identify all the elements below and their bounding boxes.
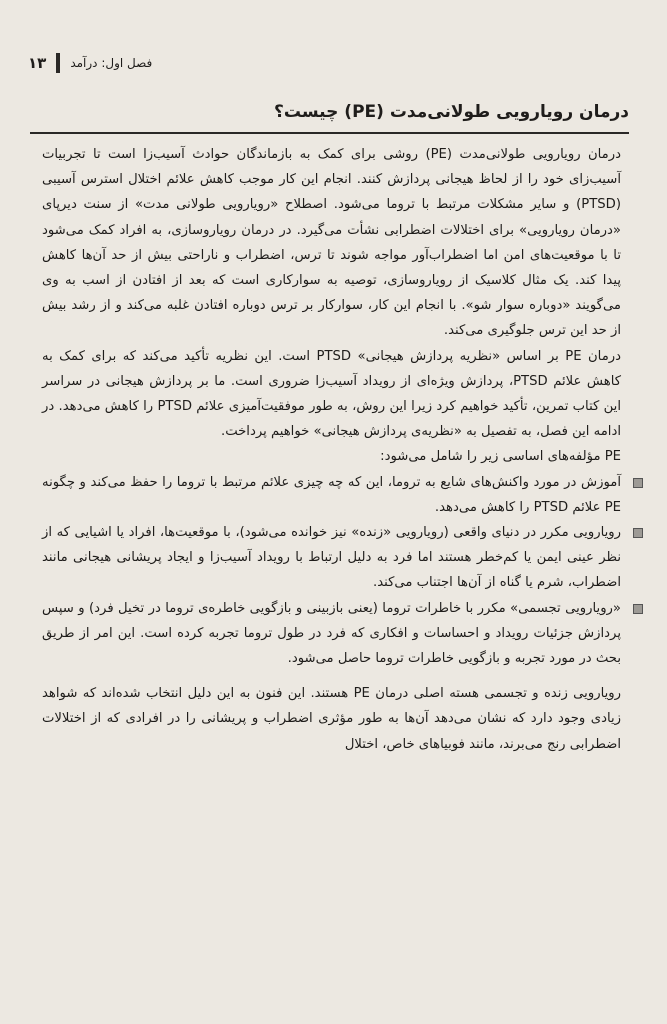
paragraph-components-lead: PE مؤلفه‌های اساسی زیر را شامل می‌شود: [380, 449, 621, 465]
chapter-label: فصل اول: درآمد [70, 56, 153, 70]
list-item [42, 470, 621, 520]
square-bullet-icon [633, 528, 643, 538]
components-list [42, 470, 621, 672]
list-item [42, 520, 621, 596]
square-bullet-icon [633, 604, 643, 614]
square-bullet-icon [633, 478, 643, 488]
paragraph-intro: درمان رویارویی طولانی‌مدت (PE) روشی برای کمک به بازماندگان حوادث آسیب‌زا است تا تجربیات آسیب‌زای خود را از لحاظ هیجانی پردازش کنند. انجام این کار موجب کاهش علائم اختلال استرس آسیبی (PTSD) و سایر مشکلات مرتبط با تروما می‌شود. اصطلاح «رویارویی طولانی مدت» از سنت دیرپای «درمان رویارویی» برای اختلالات اضطرابی نشأت می‌گیرد. در درمان رویاروسازی، به افراد کمک می‌شود تا با موقعیت‌های امن اما اضطراب‌آور مواجه شوند تا ترس، اضطراب و ناراحتی بیش از حد آن‌ها کاهش پیدا کند. یک مثال کلاسیک از رویاروسازی، توصیه به سوارکاری است که بعد از افتادن از اسب به وی می‌گویند «دوباره سوار شو». با انجام این کار، سوارکار بر ترس دوباره افتادن غلبه می‌کند و از رشد بیش از حد این ترس جلوگیری می‌کند. [42, 147, 621, 339]
list-item-text: رویارویی مکرر در دنیای واقعی (رویارویی «زنده» نیز خوانده می‌شود)، با موقعیت‌ها، افراد یا اشیایی که از نظر عینی ایمن یا کم‌خطر هستند اما فرد به دلیل ارتباط با رویداد آسیب‌زا و ایجاد پریشانی هیجانی مانند اضطراب، شرم یا گناه از آن‌ها اجتناب می‌کند. [42, 525, 621, 591]
list-item-text: «رویارویی تجسمی» مکرر با خاطرات تروما (یعنی بازبینی و بازگویی خاطره‌ی تروما در تخیل فرد) و سپس پردازش جزئیات رویداد و احساسات و افکاری که فرد در طول تروما تجربه کرده است. این امر از طریق بحث در مورد تجربه و بازگویی خاطرات تروما حاصل می‌شود. [42, 600, 621, 667]
running-header [20, 52, 190, 74]
header-divider [56, 53, 60, 73]
section-title: درمان رویارویی طولانی‌مدت (PE) چیست؟ [30, 100, 629, 134]
list-item [42, 596, 621, 672]
body-text [42, 142, 621, 757]
paragraph-closing: رویارویی زنده و تجسمی هسته اصلی درمان PE هستند. این فنون به این دلیل انتخاب شده‌اند که شواهد زیادی وجود دارد که نشان می‌دهد آن‌ها به طور مؤثری اضطراب و پریشانی را در افرادی که از اختلالات اضطرابی رنج می‌برند، مانند فوبیاهای خاص، اختلال [42, 686, 622, 752]
list-item-text: آموزش در مورد واکنش‌های شایع به تروما، این که چه چیزی علائم مرتبط با تروما را حفظ می‌کند و چگونه PE علائم PTSD را کاهش می‌دهد. [42, 474, 621, 515]
page-number: ۱۳ [28, 54, 47, 72]
paragraph-theory: درمان PE بر اساس «نظریه پردازش هیجانی» PTSD است. این نظریه تأکید می‌کند که برای کمک به کاهش علائم PTSD، پردازش ویژه‌ای از رویداد آسیب‌زا ضروری است. ما بر پردازش هیجانی در سراسر این کتاب تمرین، تأکید خواهیم کرد زیرا این روش، به طور موفقیت‌آمیزی علائم PTSD را کاهش می‌دهد. در ادامه این فصل، به تفصیل به «نظریه‌ی پردازش هیجانی» خواهیم پرداخت. [42, 348, 621, 440]
